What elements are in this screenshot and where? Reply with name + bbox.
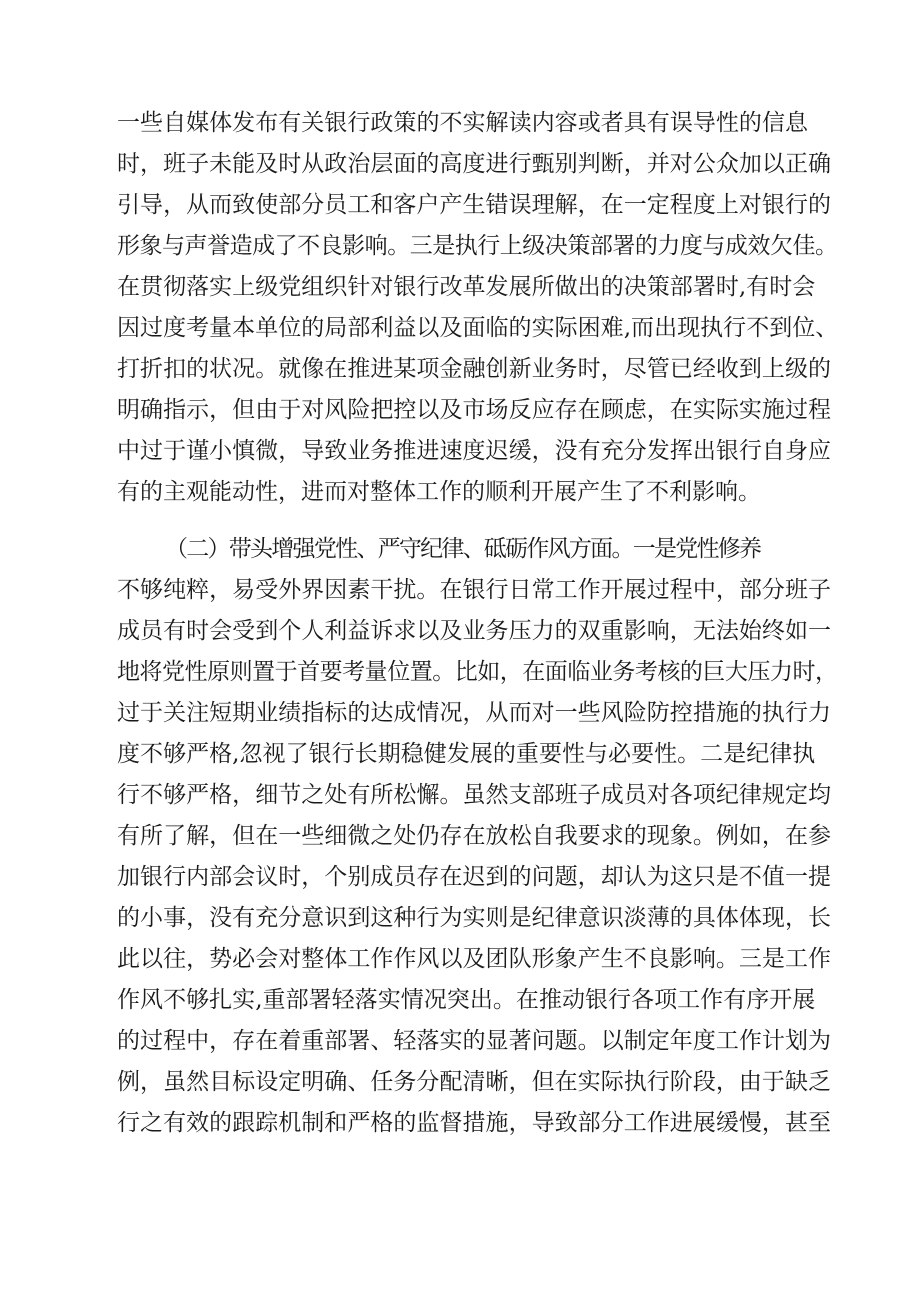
section-heading-line: （二）带头增强党性、严守纪律、砥砺作风方面。一是党性修养	[165, 536, 761, 562]
text-line: 行之有效的跟踪机制和严格的监督措施，导致部分工作进展缓慢，甚至	[117, 1110, 832, 1136]
text-line: 成员有时会受到个人利益诉求以及业务压力的双重影响，无法始终如一	[117, 618, 832, 644]
text-line: 有的主观能动性，进而对整体工作的顺利开展产生了不利影响。	[117, 479, 761, 505]
text-line: 过于关注短期业绩指标的达成情况，从而对一些风险防控措施的执行力	[117, 700, 832, 726]
text-line: 明确指示，但由于对风险把控以及市场反应存在顾虑，在实际实施过程	[117, 397, 832, 423]
text-line: 的过程中，存在着重部署、轻落实的显著问题。以制定年度工作计划为	[117, 1028, 832, 1054]
text-line: 因过度考量本单位的局部利益以及面临的实际困难,而出现执行不到位、	[117, 315, 839, 341]
text-line: 形象与声誉造成了不良影响。三是执行上级决策部署的力度与成效欠佳。	[117, 233, 838, 259]
text-line: 行不够严格，细节之处有所松懈。虽然支部班子成员对各项纪律规定均	[117, 782, 832, 808]
text-line: 引导，从而致使部分员工和客户产生错误理解，在一定程度上对银行的	[117, 192, 832, 218]
text-line: 不够纯粹，易受外界因素干扰。在银行日常工作开展过程中，部分班子	[117, 577, 832, 603]
text-line: 时，班子未能及时从政治层面的高度进行甄别判断，并对公众加以正确	[117, 151, 832, 177]
text-line: 地将党性原则置于首要考量位置。比如，在面临业务考核的巨大压力时，	[117, 659, 838, 685]
text-line: 有所了解，但在一些细微之处仍存在放松自我要求的现象。例如，在参	[117, 823, 832, 849]
text-line: 此以往，势必会对整体工作作风以及团队形象产生不良影响。三是工作	[117, 946, 832, 972]
text-line: 作风不够扎实,重部署轻落实情况突出。在推动银行各项工作有序开展	[117, 987, 816, 1013]
text-line: 例，虽然目标设定明确、任务分配清晰，但在实际执行阶段，由于缺乏	[117, 1069, 832, 1095]
text-line: 加银行内部会议时，个别成员存在迟到的问题，却认为这只是不值一提	[117, 864, 832, 890]
text-line: 打折扣的状况。就像在推进某项金融创新业务时，尽管已经收到上级的	[117, 356, 832, 382]
text-line: 一些自媒体发布有关银行政策的不实解读内容或者具有误导性的信息	[117, 110, 809, 136]
text-line: 在贯彻落实上级党组织针对银行改革发展所做出的决策部署时,有时会	[117, 274, 816, 300]
text-line: 度不够严格,忽视了银行长期稳健发展的重要性与必要性。二是纪律执	[117, 741, 816, 767]
text-line: 的小事，没有充分意识到这种行为实则是纪律意识淡薄的具体体现，长	[117, 905, 832, 931]
text-line: 中过于谨小慎微，导致业务推进速度迟缓，没有充分发挥出银行自身应	[117, 438, 832, 464]
